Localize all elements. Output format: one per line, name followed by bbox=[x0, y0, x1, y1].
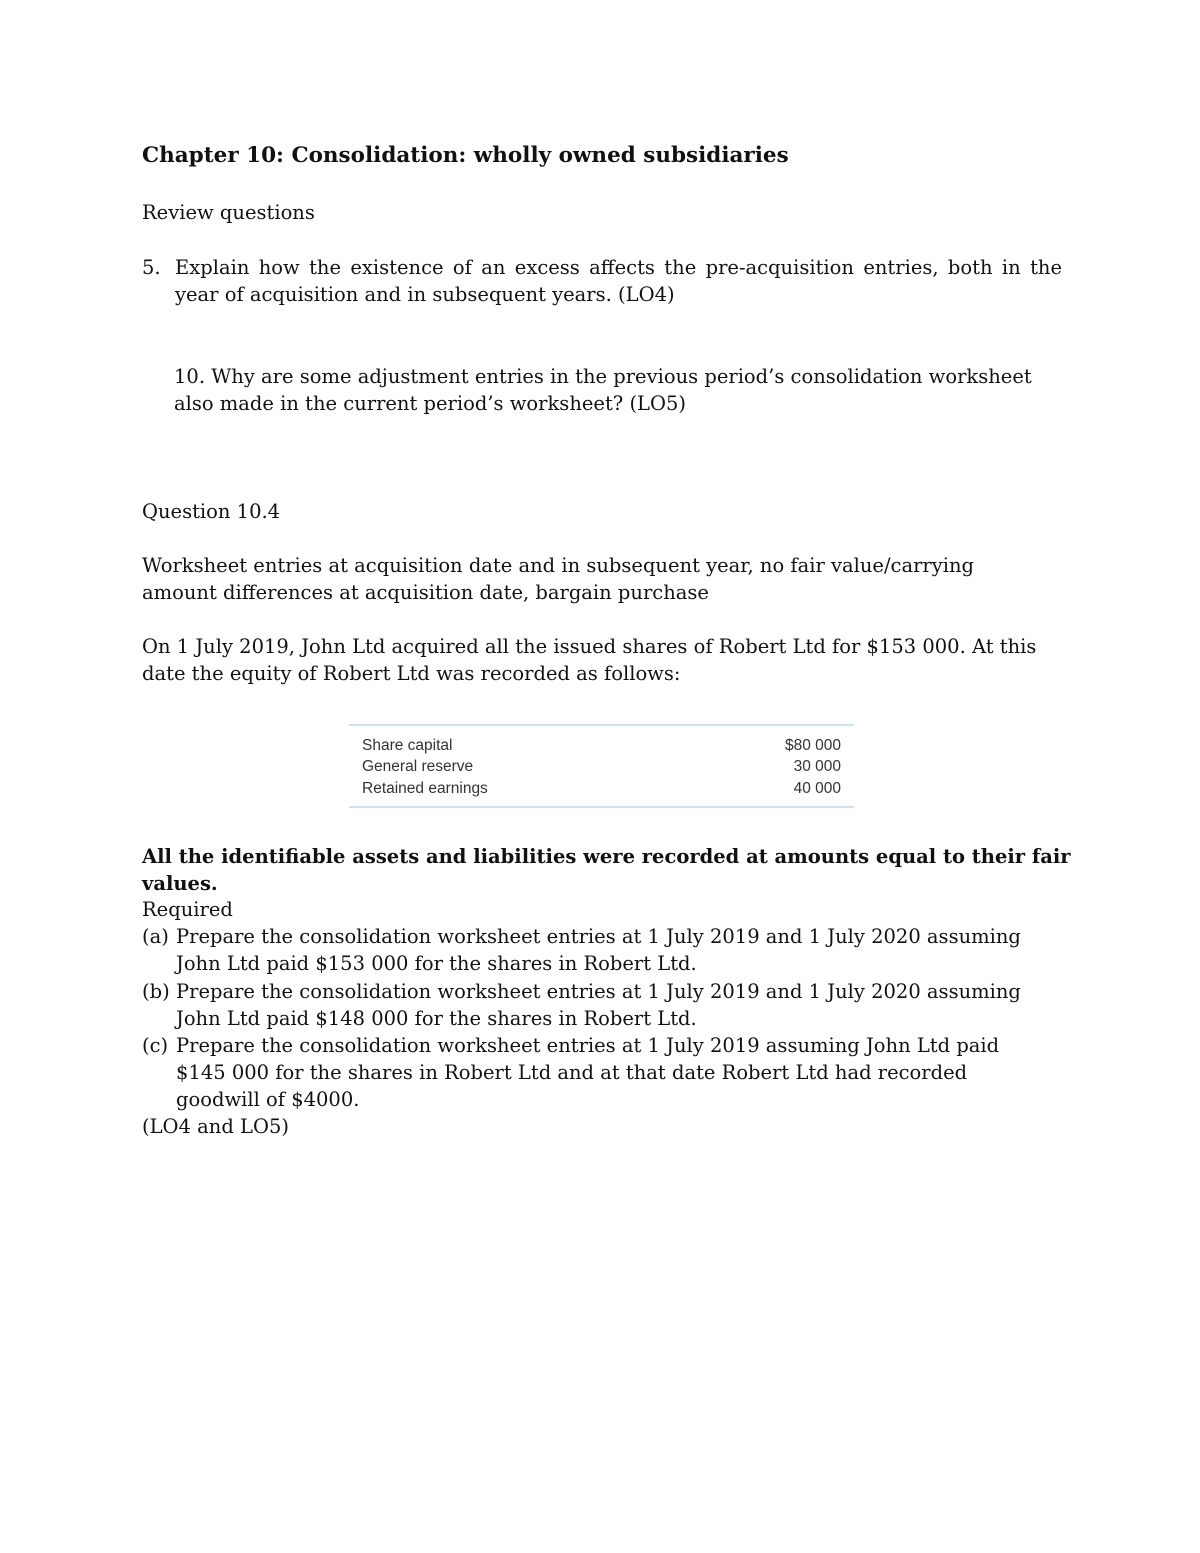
fair-value-note: All the identifiable assets and liabilities were recorded at amounts equal to their fair values. bbox=[142, 845, 1071, 895]
table-row bbox=[362, 736, 841, 756]
equity-table bbox=[349, 724, 854, 808]
required-item-b bbox=[142, 978, 1042, 1032]
equity-label: General reserve bbox=[362, 758, 474, 775]
question-subtitle: Worksheet entries at acquisition date and in subsequent year, no fair value/carrying amount differences at acquisition date, bargain purchase bbox=[142, 554, 975, 604]
review-question-10 bbox=[174, 363, 1059, 417]
required-item-label: (b) bbox=[142, 980, 170, 1003]
equity-value: 40 000 bbox=[793, 780, 841, 797]
table-row bbox=[362, 779, 841, 799]
question-text: Why are some adjustment entries in the previous period’s consolidation worksheet also made in the current period’s worksheet? (LO5) bbox=[174, 365, 1032, 415]
required-item-label: (c) bbox=[142, 1034, 169, 1057]
required-item-text: Prepare the consolidation worksheet entries at 1 July 2019 and 1 July 2020 assuming John Ltd paid $148 000 for the shares in Robert Ltd. bbox=[176, 980, 1021, 1030]
required-item-a bbox=[142, 923, 1042, 977]
required-item-text: Prepare the consolidation worksheet entries at 1 July 2019 assuming John Ltd paid $145 000 for the shares in Robert Ltd and at that date Robert Ltd had recorded goodwill of $4000. bbox=[176, 1034, 1000, 1111]
learning-outcomes: (LO4 and LO5) bbox=[142, 1115, 289, 1138]
required-item-c bbox=[142, 1032, 1042, 1113]
review-questions-heading: Review questions bbox=[142, 201, 315, 224]
equity-label: Retained earnings bbox=[362, 780, 488, 797]
required-item-label: (a) bbox=[142, 925, 169, 948]
equity-label: Share capital bbox=[362, 737, 453, 754]
required-heading: Required bbox=[142, 898, 233, 921]
question-intro: On 1 July 2019, John Ltd acquired all the issued shares of Robert Ltd for $153 000. At this date the equity of Robert Ltd was recorded as follows: bbox=[142, 635, 1037, 685]
question-number: 5. bbox=[142, 256, 161, 279]
required-item-text: Prepare the consolidation worksheet entries at 1 July 2019 and 1 July 2020 assuming John Ltd paid $153 000 for the shares in Robert Ltd. bbox=[176, 925, 1021, 975]
equity-value: $80 000 bbox=[784, 737, 841, 754]
question-text: Explain how the existence of an excess affects the pre-acquisition entries, both in the year of acquisition and in subsequent years. (LO4) bbox=[175, 256, 1062, 306]
question-number: 10. bbox=[174, 365, 206, 388]
question-heading: Question 10.4 bbox=[142, 500, 281, 523]
table-row bbox=[362, 757, 841, 777]
review-question-5 bbox=[142, 254, 1062, 308]
equity-value: 30 000 bbox=[793, 758, 841, 775]
page-title: Chapter 10: Consolidation: wholly owned subsidiaries bbox=[142, 143, 789, 168]
